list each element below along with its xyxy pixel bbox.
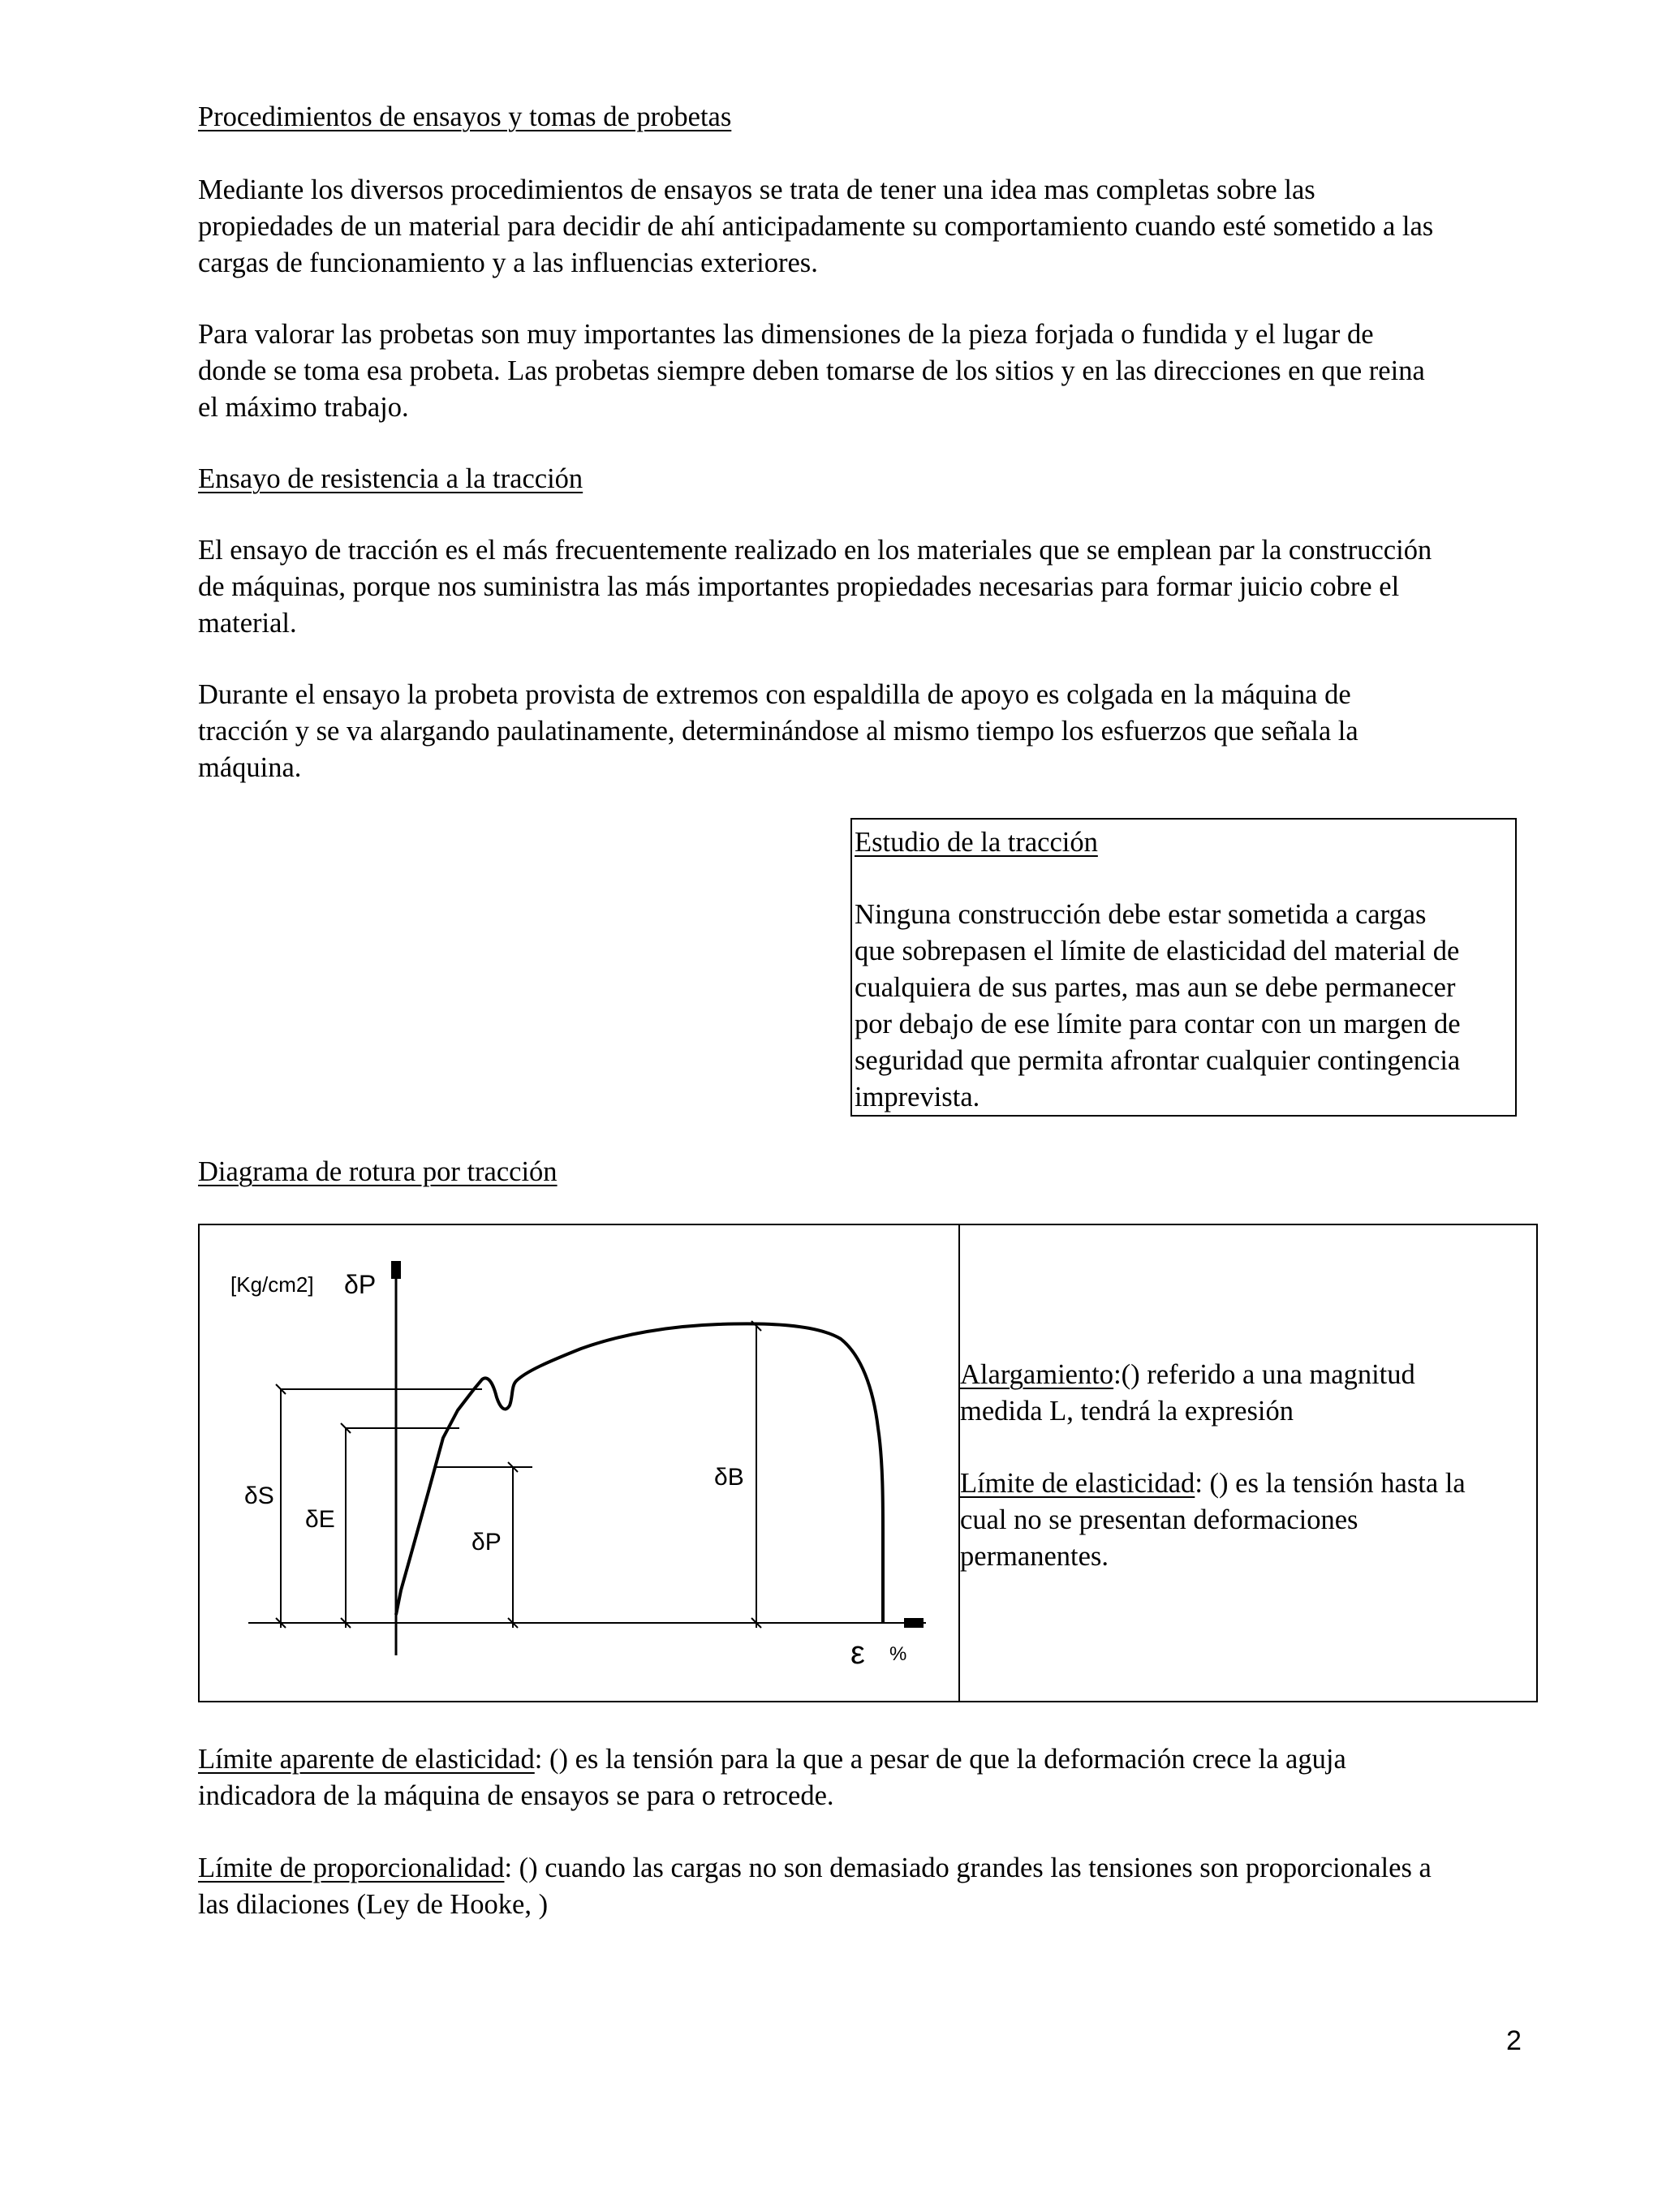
text-line: Para valorar las probetas son muy importantes las dimensiones de la pieza forjada o fundida y el lugar de <box>198 319 1374 350</box>
label-delta-s: δS <box>244 1483 274 1509</box>
text-line: material. <box>198 608 297 639</box>
paragraph-limite-aparente <box>198 1741 1537 1814</box>
definitions-cell <box>960 1357 1528 1575</box>
text-line: las dilaciones (Ley de Hooke, ) <box>198 1889 549 1920</box>
text-line: propiedades de un material para decidir de ahí anticipadamente su comportamiento cuando esté sometido a las <box>198 211 1434 242</box>
text-line: donde se toma esa probeta. Las probetas siempre deben tomarse de los sitios y en las direcciones en que reina <box>198 355 1425 386</box>
box-line: imprevista. <box>855 1082 980 1112</box>
text-line: máquina. <box>198 752 302 783</box>
paragraph-limite-proporcionalidad <box>198 1850 1537 1923</box>
heading-procedimientos: Procedimientos de ensayos y tomas de probetas <box>198 101 732 132</box>
estudio-traccion-box <box>850 818 1517 1117</box>
text-line: de máquinas, porque nos suministra las más importantes propiedades necesarias para formar juicio cobre el <box>198 571 1400 602</box>
y-axis-arrow <box>391 1261 401 1279</box>
y-unit-label: [Kg/cm2] <box>230 1272 314 1297</box>
text-line <box>198 1741 1537 1778</box>
heading-ensayo-traccion: Ensayo de resistencia a la tracción <box>198 463 583 494</box>
def-alargamiento-line1 <box>960 1357 1528 1393</box>
box-line: que sobrepasen el límite de elasticidad del material de <box>855 936 1460 966</box>
paragraph-probetas <box>198 316 1537 426</box>
text-line <box>198 1850 1537 1887</box>
text-line: Durante el ensayo la probeta provista de extremos con espaldilla de apoyo es colgada en la máquina de <box>198 679 1351 710</box>
def-limite-line3: permanentes. <box>960 1541 1109 1572</box>
text-line: tracción y se va alargando paulatinamente, determinándose al mismo tiempo los esfuerzos que señala la <box>198 716 1358 747</box>
def-limite-line2: cual no se presentan deformaciones <box>960 1504 1358 1535</box>
page-number: 2 <box>1506 2025 1522 2056</box>
paragraph-ensayos <box>198 172 1537 282</box>
label-delta-b: δB <box>714 1464 744 1491</box>
paragraph-traccion <box>198 532 1537 642</box>
box-title: Estudio de la tracción <box>855 827 1098 858</box>
def-text: : () cuando las cargas no son demasiado grandes las tensiones son proporcionales a <box>504 1853 1432 1883</box>
label-delta-e: δE <box>305 1506 335 1533</box>
paragraph-durante <box>198 677 1537 786</box>
text-line: cargas de funcionamiento y a las influencias exteriores. <box>198 247 818 278</box>
box-line: por debajo de ese límite para contar con un margen de <box>855 1009 1461 1039</box>
def-text: : () es la tensión hasta la <box>1195 1468 1466 1499</box>
term-limite-aparente: Límite aparente de elasticidad <box>198 1744 535 1775</box>
text-line: indicadora de la máquina de ensayos se para o retrocede. <box>198 1780 834 1811</box>
y-axis-label: δP <box>344 1270 377 1299</box>
box-line: Ninguna construcción debe estar sometida a cargas <box>855 899 1427 930</box>
box-line: seguridad que permita afrontar cualquier contingencia <box>855 1045 1461 1076</box>
box-line: cualquiera de sus partes, mas aun se debe permanecer <box>855 972 1456 1003</box>
def-text: :() referido a una magnitud <box>1113 1359 1415 1390</box>
heading-diagrama: Diagrama de rotura por tracción <box>198 1156 558 1187</box>
def-text: : () es la tensión para la que a pesar de que la deformación crece la aguja <box>534 1744 1346 1775</box>
x-axis-arrow <box>904 1618 924 1628</box>
x-axis-label: ε <box>850 1635 865 1671</box>
text-line: el máximo trabajo. <box>198 392 409 423</box>
text-line: El ensayo de tracción es el más frecuentemente realizado en los materiales que se emplean par la construcción <box>198 535 1432 566</box>
tick-marks <box>276 1321 761 1628</box>
def-limite-line1 <box>960 1465 1528 1502</box>
stress-strain-curve <box>396 1323 883 1623</box>
label-delta-p: δP <box>471 1529 502 1556</box>
def-alargamiento-line2: medida L, tendrá la expresión <box>960 1396 1294 1427</box>
term-limite-proporcionalidad: Límite de proporcionalidad <box>198 1853 505 1883</box>
term-limite-elasticidad: Límite de elasticidad <box>960 1468 1195 1499</box>
x-unit-label: % <box>889 1643 907 1665</box>
diagram-table <box>198 1224 1538 1702</box>
stress-strain-diagram <box>200 1225 957 1701</box>
text-line: Mediante los diversos procedimientos de ensayos se trata de tener una idea mas completas sobre las <box>198 174 1315 205</box>
term-alargamiento: Alargamiento <box>960 1359 1114 1390</box>
